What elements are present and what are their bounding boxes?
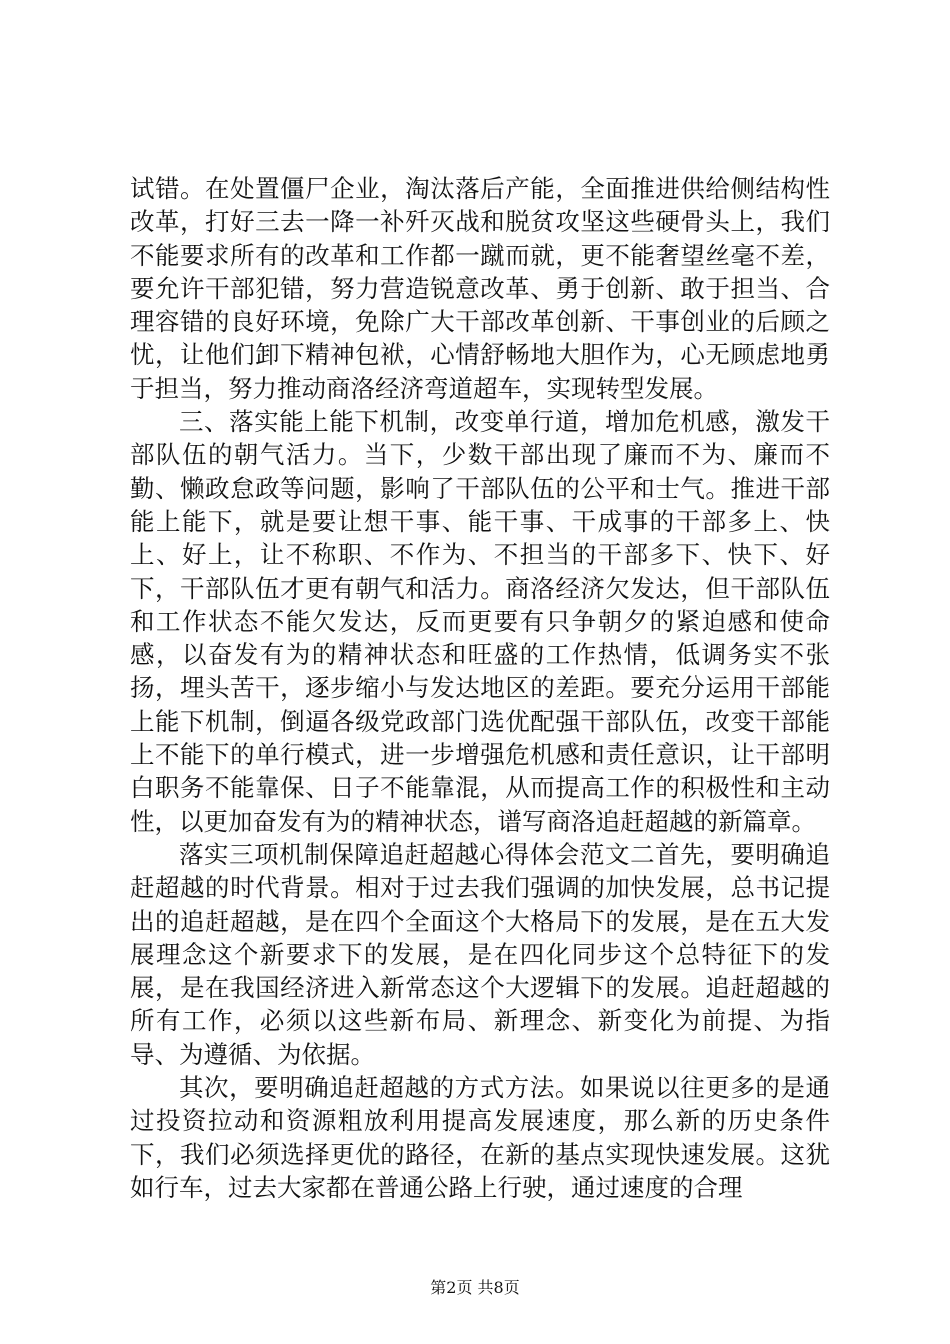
paragraph-second-point: 其次，要明确追赶超越的方式方法。如果说以往更多的是通过投资拉动和资源粗放利用提高发展速度，那么新的历史条件下，我们必须选择更优的路径，在新的基点实现快速发展。这犹如行车，过去大家都在普通公路上行驶，通过速度的合理: [130, 1073, 830, 1202]
paragraph-section-three: 三、落实能上能下机制，改变单行道，增加危机感，激发干部队伍的朝气活力。当下，少数干部出现了廉而不为、廉而不勤、懒政怠政等问题，影响了干部队伍的公平和士气。推进干部能上能下，就是要让想干事、能干事、干成事的干部多上、快上、好上，让不称职、不作为、不担当的干部多下、快下、好下，干部队伍才更有朝气和活力。商洛经济欠发达，但干部队伍和工作状态不能欠发达，反而更要有只争朝夕的紧迫感和使命感，以奋发有为的精神状态和旺盛的工作热情，低调务实不张扬，埋头苦干，逐步缩小与发达地区的差距。要充分运用干部能上能下机制，倒逼各级党政部门选优配强干部队伍，改变干部能上不能下的单行模式，进一步增强危机感和责任意识，让干部明白职务不能靠保、日子不能靠混，从而提高工作的积极性和主动性，以更加奋发有为的精神状态，谱写商洛追赶超越的新篇章。: [130, 407, 830, 836]
page-number-footer: 第2页 共8页: [430, 1278, 520, 1297]
paragraph-sample-two-first: 落实三项机制保障追赶超越心得体会范文二首先，要明确追赶超越的时代背景。相对于过去我们强调的加快发展，总书记提出的追赶超越，是在四个全面这个大格局下的发展，是在五大发展理念这个新要求下的发展，是在四化同步这个总特征下的发展，是在我国经济进入新常态这个大逻辑下的发展。追赶超越的所有工作，必须以这些新布局、新理念、新变化为前提、为指导、为遵循、为依据。: [130, 839, 830, 1069]
document-body: [130, 172, 830, 1204]
paragraph-continuation: 试错。在处置僵尸企业，淘汰落后产能，全面推进供给侧结构性改革，打好三去一降一补歼灭战和脱贫攻坚这些硬骨头上，我们不能要求所有的改革和工作都一蹴而就，更不能奢望丝毫不差，要允许干部犯错，努力营造锐意改革、勇于创新、敢于担当、合理容错的良好环境，免除广大干部改革创新、干事创业的后顾之忧，让他们卸下精神包袱，心情舒畅地大胆作为，心无顾虑地勇于担当，努力推动商洛经济弯道超车，实现转型发展。: [130, 174, 830, 403]
